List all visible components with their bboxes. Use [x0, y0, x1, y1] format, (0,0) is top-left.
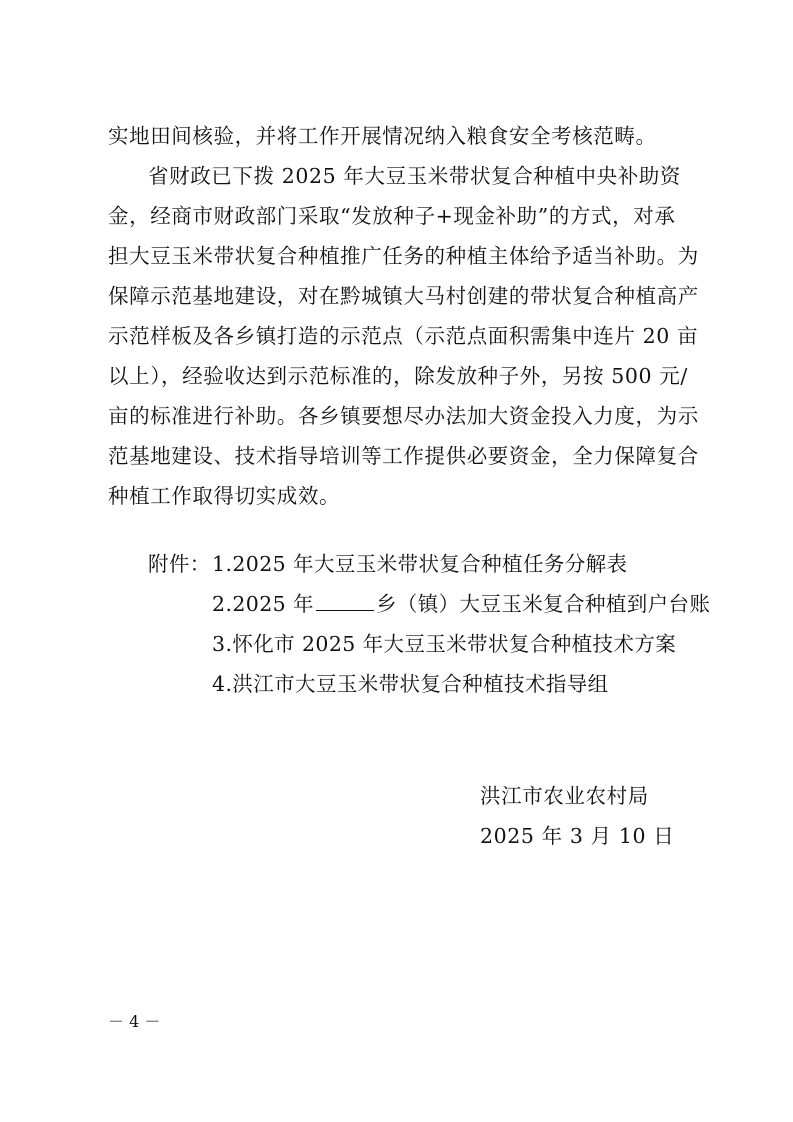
- signature-date: 2025 年 3 月 10 日: [480, 824, 675, 848]
- page-number: － 4 －: [108, 1012, 161, 1031]
- body-line-3: 金，经商市财政部门采取“发放种子+现金补助”的方式，对承: [108, 204, 676, 228]
- attachment-item-2-suffix: 乡（镇）大豆玉米复合种植到户台账: [375, 592, 711, 616]
- attachment-item-1: 1.2025 年大豆玉米带状复合种植任务分解表: [212, 552, 628, 576]
- attachment-item-2-prefix: 2.2025 年: [212, 592, 314, 616]
- body-line-1: 实地田间核验，并将工作开展情况纳入粮食安全考核范畴。: [108, 124, 657, 148]
- attachment-item-3: 3.怀化市 2025 年大豆玉米带状复合种植技术方案: [212, 632, 677, 656]
- fill-in-blank: [316, 590, 374, 611]
- attachments-label: 附件：: [148, 552, 211, 576]
- body-line-6: 示范样板及各乡镇打造的示范点（示范点面积需集中连片 20 亩: [108, 324, 699, 348]
- attachment-item-2: [212, 590, 710, 618]
- attachment-item-4: 4.洪江市大豆玉米带状复合种植技术指导组: [212, 672, 609, 696]
- body-line-10: 种植工作取得切实成效。: [108, 484, 341, 508]
- body-line-4: 担大豆玉米带状复合种植推广任务的种植主体给予适当补助。为: [108, 244, 699, 268]
- signature-org: 洪江市农业农村局: [480, 784, 649, 808]
- body-line-2: 省财政已下拨 2025 年大豆玉米带状复合种植中央补助资: [148, 164, 682, 188]
- body-line-9: 范基地建设、技术指导培训等工作提供必要资金，全力保障复合: [108, 444, 699, 468]
- body-line-7: 以上），经验收达到示范标准的，除发放种子外，另按 500 元/: [108, 364, 688, 388]
- body-line-5: 保障示范基地建设，对在黔城镇大马村创建的带状复合种植高产: [108, 284, 699, 308]
- body-line-8: 亩的标准进行补助。各乡镇要想尽办法加大资金投入力度，为示: [108, 404, 699, 428]
